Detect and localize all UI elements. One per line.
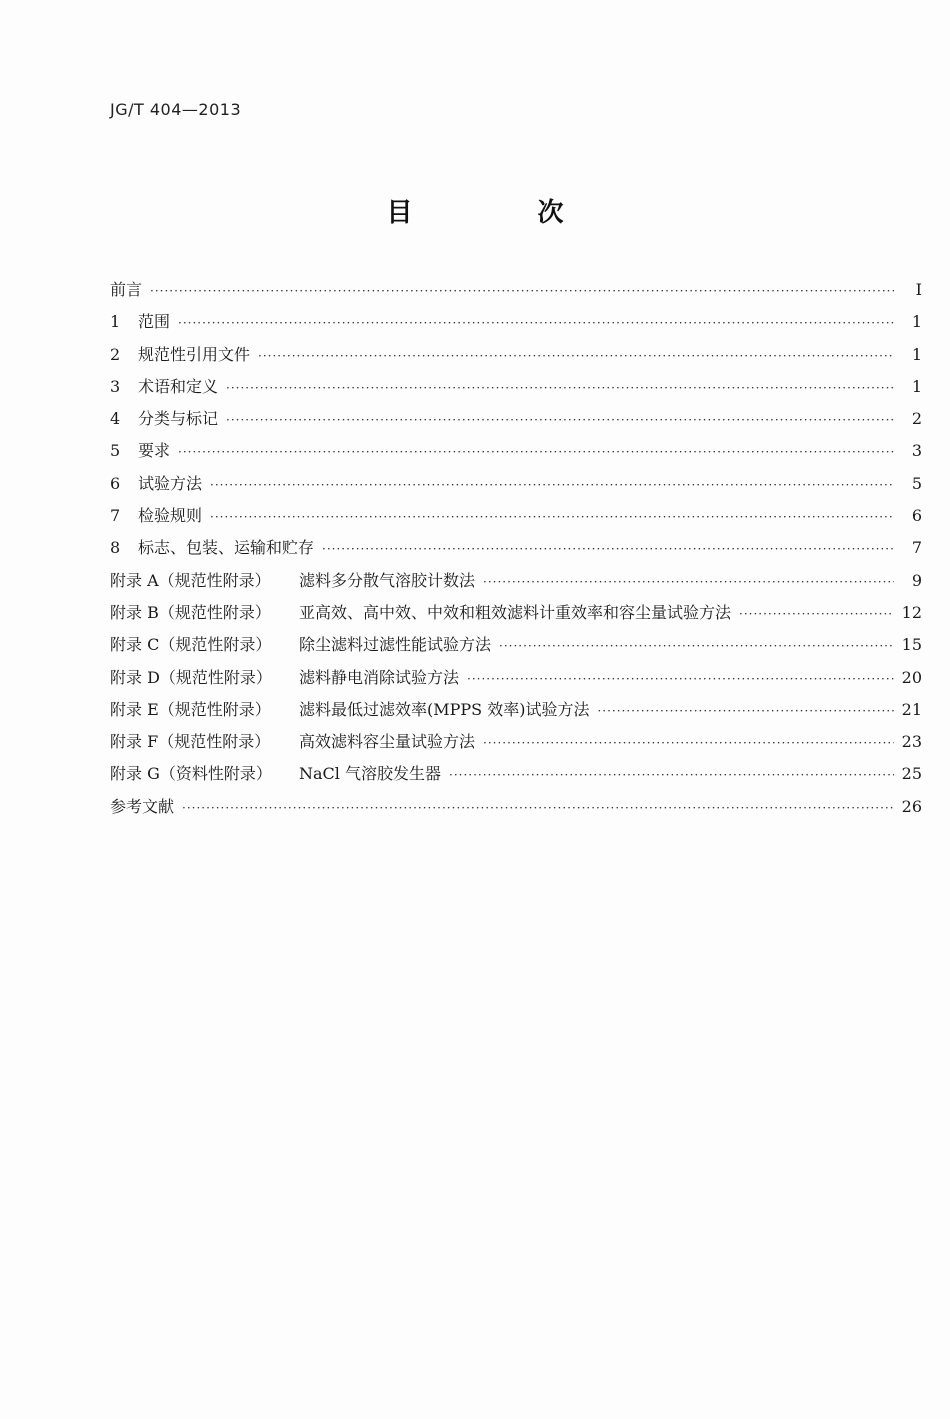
toc-entry-page-number: 3 bbox=[911, 441, 922, 461]
table-of-contents bbox=[110, 274, 922, 823]
toc-entry[interactable] bbox=[110, 500, 922, 532]
toc-entry-page-number: 21 bbox=[901, 699, 922, 719]
toc-entry-page-number: 5 bbox=[911, 473, 922, 493]
toc-entry-page-number: 20 bbox=[901, 667, 922, 687]
document-code: JG/T 404—2013 bbox=[110, 100, 242, 119]
toc-entry-title: 检验规则 bbox=[138, 506, 203, 526]
toc-entry-page-number: Ⅰ bbox=[915, 280, 922, 299]
toc-entry-page-number: 1 bbox=[911, 312, 922, 332]
toc-entry[interactable] bbox=[110, 306, 922, 338]
toc-dot-leader bbox=[597, 695, 894, 727]
toc-dot-leader bbox=[182, 792, 894, 824]
toc-entry-number: 6 bbox=[110, 473, 121, 493]
toc-entry-page-number: 7 bbox=[911, 538, 922, 558]
toc-entry[interactable] bbox=[110, 371, 922, 403]
toc-entry-title: 滤料多分散气溶胶计数法 bbox=[299, 570, 476, 590]
toc-entry-title: 范围 bbox=[138, 312, 171, 332]
toc-dot-leader bbox=[739, 598, 894, 630]
toc-entry-page-number: 2 bbox=[911, 409, 922, 429]
toc-entry-page-number: 26 bbox=[901, 796, 922, 816]
toc-dot-leader bbox=[226, 404, 894, 436]
toc-entry-appendix-label: 附录 D（规范性附录） bbox=[110, 667, 272, 687]
toc-dot-leader bbox=[483, 566, 894, 598]
toc-entry-page-number: 6 bbox=[911, 506, 922, 526]
toc-entry[interactable] bbox=[110, 565, 922, 597]
toc-dot-leader bbox=[178, 307, 894, 339]
toc-entry-title: 标志、包装、运输和贮存 bbox=[138, 538, 315, 558]
toc-entry[interactable] bbox=[110, 694, 922, 726]
toc-entry[interactable] bbox=[110, 629, 922, 661]
toc-dot-leader bbox=[150, 275, 894, 307]
toc-dot-leader bbox=[322, 533, 894, 565]
toc-entry[interactable] bbox=[110, 435, 922, 467]
toc-entry[interactable] bbox=[110, 758, 922, 790]
toc-entry[interactable] bbox=[110, 274, 922, 306]
toc-entry-number: 8 bbox=[110, 538, 121, 558]
toc-entry-number: 4 bbox=[110, 409, 121, 429]
toc-entry-title: 术语和定义 bbox=[138, 376, 219, 396]
toc-dot-leader bbox=[467, 663, 894, 695]
toc-dot-leader bbox=[178, 436, 894, 468]
toc-entry-page-number: 9 bbox=[911, 570, 922, 590]
toc-entry-title: 滤料静电消除试验方法 bbox=[299, 667, 460, 687]
toc-entry-title: 分类与标记 bbox=[138, 409, 219, 429]
toc-entry-number: 2 bbox=[110, 344, 121, 364]
toc-entry-title: 前言 bbox=[110, 280, 143, 299]
toc-entry-title: 参考文献 bbox=[110, 796, 175, 816]
toc-entry-title: 滤料最低过滤效率(MPPS 效率)试验方法 bbox=[299, 699, 590, 719]
toc-entry[interactable] bbox=[110, 403, 922, 435]
toc-entry-appendix-label: 附录 E（规范性附录） bbox=[110, 699, 271, 719]
toc-entry[interactable] bbox=[110, 726, 922, 758]
toc-entry-title: 高效滤料容尘量试验方法 bbox=[299, 732, 476, 752]
toc-title: 目 次 bbox=[386, 198, 622, 228]
toc-entry-title: 要求 bbox=[138, 441, 171, 461]
toc-entry-page-number: 12 bbox=[901, 602, 922, 622]
toc-entry-appendix-label: 附录 A（规范性附录） bbox=[110, 570, 271, 590]
toc-entry-appendix-label: 附录 B（规范性附录） bbox=[110, 602, 271, 622]
toc-entry-number: 5 bbox=[110, 441, 121, 461]
toc-entry-title: 除尘滤料过滤性能试验方法 bbox=[299, 635, 492, 655]
toc-dot-leader bbox=[499, 630, 894, 662]
toc-dot-leader bbox=[226, 372, 894, 404]
toc-entry-title: 规范性引用文件 bbox=[138, 344, 251, 364]
toc-entry[interactable] bbox=[110, 597, 922, 629]
toc-entry-appendix-label: 附录 G（资料性附录） bbox=[110, 764, 272, 784]
toc-entry-number: 3 bbox=[110, 376, 121, 396]
toc-entry-page-number: 25 bbox=[901, 764, 922, 784]
toc-dot-leader bbox=[449, 759, 894, 791]
toc-entry-page-number: 1 bbox=[911, 344, 922, 364]
toc-entry-page-number: 15 bbox=[901, 635, 922, 655]
toc-entry-title: NaCl 气溶胶发生器 bbox=[299, 764, 441, 784]
toc-entry-appendix-label: 附录 F（规范性附录） bbox=[110, 732, 271, 752]
toc-dot-leader bbox=[483, 727, 894, 759]
toc-entry-number: 7 bbox=[110, 506, 121, 526]
toc-entry-page-number: 23 bbox=[901, 732, 922, 752]
toc-entry[interactable] bbox=[110, 339, 922, 371]
toc-entry[interactable] bbox=[110, 468, 922, 500]
toc-entry-title: 试验方法 bbox=[138, 473, 203, 493]
toc-entry[interactable] bbox=[110, 791, 922, 823]
toc-entry-appendix-label: 附录 C（规范性附录） bbox=[110, 635, 272, 655]
toc-dot-leader bbox=[258, 340, 894, 372]
toc-entry-title: 亚高效、高中效、中效和粗效滤料计重效率和容尘量试验方法 bbox=[299, 602, 732, 622]
toc-dot-leader bbox=[210, 469, 894, 501]
toc-dot-leader bbox=[210, 501, 894, 533]
toc-entry-page-number: 1 bbox=[911, 376, 922, 396]
toc-entry[interactable] bbox=[110, 662, 922, 694]
toc-entry[interactable] bbox=[110, 532, 922, 564]
toc-entry-number: 1 bbox=[110, 312, 121, 332]
